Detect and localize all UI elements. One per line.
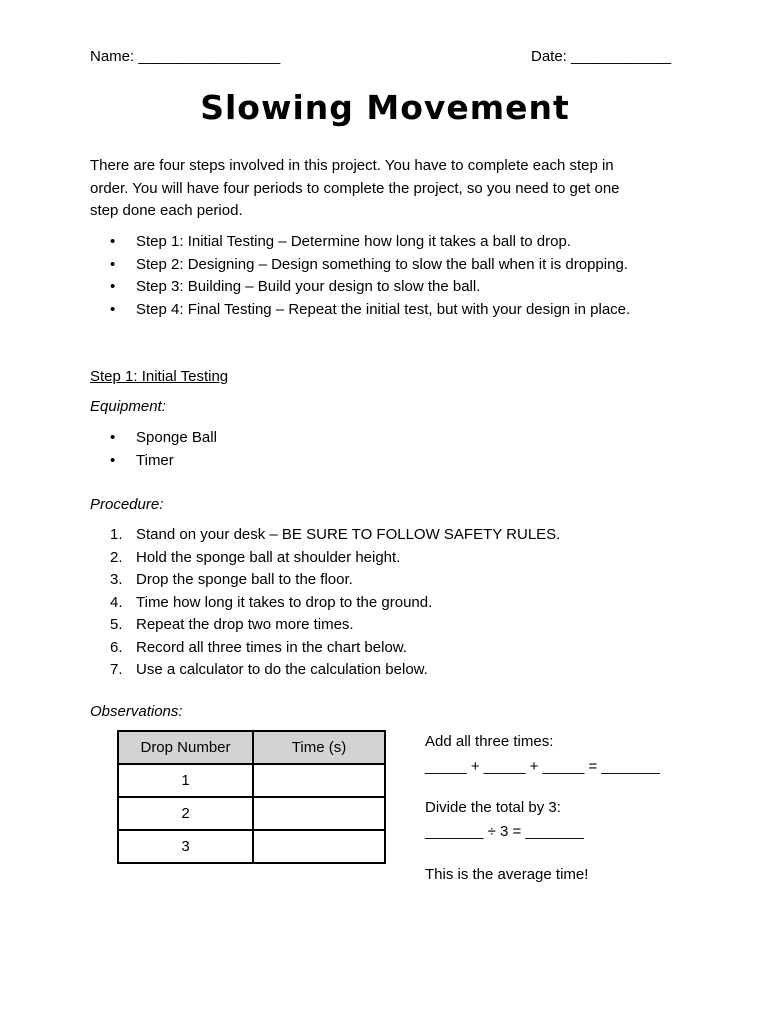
observations-table (117, 730, 386, 864)
table-row (118, 797, 385, 830)
equipment-list (90, 427, 217, 472)
procedure-list (90, 524, 560, 682)
list-number: 6. (110, 638, 123, 656)
step1-heading: Step 1: Initial Testing (90, 368, 229, 385)
list-item (90, 659, 560, 682)
time-cell[interactable] (253, 830, 385, 863)
list-item: • Step 3: Building – Build your design to slow the ball. (90, 276, 630, 299)
list-item (90, 592, 560, 615)
intro-line: order. You will have four periods to complete the project, so you need to get one (90, 179, 620, 197)
list-text: Time how long it takes to drop to the ground. (136, 593, 433, 611)
table-row (118, 830, 385, 863)
time-cell[interactable] (253, 797, 385, 830)
list-text: Record all three times in the chart below. (136, 638, 407, 656)
table-header-cell: Time (s) (253, 731, 385, 764)
date-field[interactable]: Date: ____________ (531, 48, 672, 65)
table-header-row (118, 731, 385, 764)
intro-line: There are four steps involved in this project. You have to complete each step in (90, 157, 614, 174)
list-item (90, 524, 560, 547)
intro-paragraph (90, 155, 690, 223)
list-number: 5. (110, 616, 123, 633)
list-item (90, 614, 560, 637)
divide-blanks[interactable]: _______ ÷ 3 = _______ (425, 823, 584, 840)
average-note: This is the average time! (425, 866, 589, 883)
add-label: Add all three times: (425, 733, 554, 750)
table-header-cell: Drop Number (118, 731, 253, 764)
name-field[interactable]: Name: _________________ (90, 48, 281, 65)
drop-number-cell: 2 (118, 797, 253, 830)
list-item (90, 547, 560, 570)
drop-number-cell: 3 (118, 830, 253, 863)
add-blanks[interactable]: _____ + _____ + _____ = _______ (425, 758, 660, 775)
time-cell[interactable] (253, 764, 385, 797)
list-number: 1. (110, 526, 123, 543)
divide-label: Divide the total by 3: (425, 799, 561, 816)
list-text: Use a calculator to do the calculation below. (136, 661, 428, 678)
observations-label: Observations: (90, 703, 183, 720)
equipment-label: Equipment: (90, 398, 166, 415)
list-text: Stand on your desk – BE SURE TO FOLLOW SAFETY RULES. (136, 526, 561, 543)
procedure-label: Procedure: (90, 496, 164, 513)
list-item (90, 637, 560, 660)
list-number: 2. (110, 548, 123, 566)
list-number: 3. (110, 571, 123, 588)
steps-overview-list (90, 231, 630, 321)
list-item: • Step 2: Designing – Design something to slow the ball when it is dropping. (90, 254, 630, 277)
drop-number-cell: 1 (118, 764, 253, 797)
list-text: Hold the sponge ball at shoulder height. (136, 548, 401, 566)
list-text: Drop the sponge ball to the floor. (136, 571, 353, 588)
list-item: • Sponge Ball (90, 427, 217, 450)
list-text: Repeat the drop two more times. (136, 616, 354, 633)
list-number: 4. (110, 593, 123, 611)
list-item: • Step 4: Final Testing – Repeat the initial test, but with your design in place. (90, 299, 630, 322)
list-item (90, 569, 560, 592)
table-row (118, 764, 385, 797)
list-item: • Timer (90, 450, 217, 473)
intro-line: step done each period. (90, 202, 243, 219)
page-title: Slowing Movement (200, 88, 570, 127)
list-number: 7. (110, 661, 123, 678)
list-item: • Step 1: Initial Testing – Determine how long it takes a ball to drop. (90, 231, 630, 254)
